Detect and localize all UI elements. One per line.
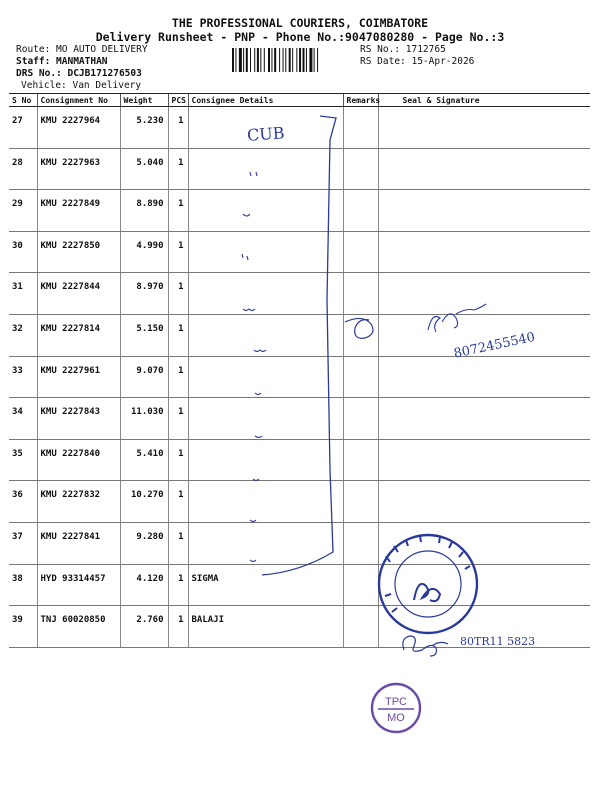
col-weight: Weight xyxy=(120,94,168,107)
rs-date-label: RS Date: 15-Apr-2026 xyxy=(360,56,475,67)
barcode-bar xyxy=(271,48,272,72)
cell-remarks xyxy=(343,564,378,606)
cell-weight: 5.410 xyxy=(120,439,168,481)
barcode-bar xyxy=(243,48,244,72)
cell-remarks xyxy=(343,190,378,232)
cell-consignment: KMU 2227840 xyxy=(37,439,120,481)
cell-pcs: 1 xyxy=(168,439,188,481)
cell-sno: 38 xyxy=(9,564,37,606)
cell-sno: 28 xyxy=(9,148,37,190)
cell-consignee xyxy=(188,231,343,273)
cell-pcs: 1 xyxy=(168,398,188,440)
cell-remarks xyxy=(343,481,378,523)
cell-seal xyxy=(378,148,590,190)
cell-remarks xyxy=(343,148,378,190)
cell-weight: 8.970 xyxy=(120,273,168,315)
cell-sno: 35 xyxy=(9,439,37,481)
cell-seal xyxy=(378,522,590,564)
barcode-bar xyxy=(232,48,234,72)
cell-sno: 32 xyxy=(9,314,37,356)
cell-remarks xyxy=(343,522,378,564)
table-row xyxy=(9,231,590,273)
cell-pcs: 1 xyxy=(168,356,188,398)
cell-consignee: SIGMA xyxy=(188,564,343,606)
cell-pcs: 1 xyxy=(168,107,188,149)
cell-consignee xyxy=(188,439,343,481)
cell-consignment: HYD 93314457 xyxy=(37,564,120,606)
barcode-bar xyxy=(283,48,284,72)
barcode-bar xyxy=(268,48,270,72)
barcode-bar xyxy=(235,48,236,72)
barcode-bar xyxy=(254,48,255,72)
cell-sno: 34 xyxy=(9,398,37,440)
cell-consignee xyxy=(188,356,343,398)
cell-sno: 33 xyxy=(9,356,37,398)
drs-label: DRS No.: DCJB171276503 xyxy=(16,68,142,79)
cell-consignee xyxy=(188,481,343,523)
barcode-bar xyxy=(299,48,301,72)
runsheet-title: Delivery Runsheet - PNP - Phone No.:9047080280 - Page No.:3 xyxy=(95,30,505,44)
cell-consignment: TNJ 60020850 xyxy=(37,606,120,648)
stamp-mo-text: MO xyxy=(387,712,405,724)
stamp-tpc-text: TPC xyxy=(385,696,407,708)
cell-consignee xyxy=(188,398,343,440)
cell-weight: 9.070 xyxy=(120,356,168,398)
cell-weight: 5.040 xyxy=(120,148,168,190)
barcode-bar xyxy=(274,48,276,72)
barcode-bar xyxy=(306,48,307,72)
barcode-bar xyxy=(303,48,305,72)
cell-weight: 4.990 xyxy=(120,231,168,273)
cell-consignee xyxy=(188,273,343,315)
barcode-bar xyxy=(309,48,312,72)
cell-seal xyxy=(378,231,590,273)
cell-remarks xyxy=(343,273,378,315)
cell-consignment: KMU 2227964 xyxy=(37,107,120,149)
barcode-bar xyxy=(317,48,318,72)
cell-pcs: 1 xyxy=(168,606,188,648)
cell-weight: 10.270 xyxy=(120,481,168,523)
cell-weight: 4.120 xyxy=(120,564,168,606)
cell-remarks xyxy=(343,356,378,398)
table-row xyxy=(9,522,590,564)
cell-consignee xyxy=(188,190,343,232)
cell-remarks xyxy=(343,606,378,648)
barcode-bar xyxy=(260,48,261,72)
cell-sno: 36 xyxy=(9,481,37,523)
cell-weight: 5.230 xyxy=(120,107,168,149)
vehicle-label: Vehicle: Van Delivery xyxy=(21,80,142,91)
rs-no-label: RS No.: 1712765 xyxy=(360,44,446,55)
cell-seal xyxy=(378,107,590,149)
cell-pcs: 1 xyxy=(168,148,188,190)
staff-label: Staff: MANMATHAN xyxy=(16,56,108,67)
table-row xyxy=(9,398,590,440)
cell-consignment: KMU 2227963 xyxy=(37,148,120,190)
cell-sno: 39 xyxy=(9,606,37,648)
table-row xyxy=(9,273,590,315)
cell-pcs: 1 xyxy=(168,231,188,273)
cell-consignment: KMU 2227844 xyxy=(37,273,120,315)
cell-sno: 31 xyxy=(9,273,37,315)
handwritten-phone-2: 80TR11 5823 xyxy=(460,635,536,648)
barcode-bar xyxy=(296,48,297,72)
cell-consignment: KMU 2227843 xyxy=(37,398,120,440)
route-label: Route: MO AUTO DELIVERY xyxy=(16,44,148,55)
barcode-bar xyxy=(250,48,251,72)
table-row xyxy=(9,564,590,606)
company-title: THE PROFESSIONAL COURIERS, COIMBATORE xyxy=(171,16,429,30)
barcode-bar xyxy=(264,48,265,72)
cell-sno: 27 xyxy=(9,107,37,149)
barcode-bar xyxy=(314,48,315,72)
col-seal: Seal & Signature xyxy=(378,94,590,107)
table-header xyxy=(9,94,590,107)
cell-weight: 5.150 xyxy=(120,314,168,356)
cell-sno: 30 xyxy=(9,231,37,273)
handwritten-phone-1: 8072455540 xyxy=(452,329,537,362)
tpc-mo-stamp xyxy=(372,684,420,732)
cell-consignee xyxy=(188,522,343,564)
cell-consignee: BALAJI xyxy=(188,606,343,648)
cell-seal xyxy=(378,398,590,440)
cell-sno: 37 xyxy=(9,522,37,564)
cell-seal xyxy=(378,439,590,481)
cell-consignment: KMU 2227849 xyxy=(37,190,120,232)
cell-pcs: 1 xyxy=(168,564,188,606)
table-row xyxy=(9,190,590,232)
cell-consignee xyxy=(188,107,343,149)
cell-pcs: 1 xyxy=(168,522,188,564)
barcode xyxy=(231,48,357,72)
cell-sno: 29 xyxy=(9,190,37,232)
table-row xyxy=(9,481,590,523)
cell-pcs: 1 xyxy=(168,190,188,232)
table-row xyxy=(9,439,590,481)
col-consignment: Consignment No xyxy=(37,94,120,107)
col-remarks: Remarks xyxy=(343,94,378,107)
cell-consignment: KMU 2227961 xyxy=(37,356,120,398)
table-row xyxy=(9,356,590,398)
cell-consignment: KMU 2227814 xyxy=(37,314,120,356)
table-row xyxy=(9,107,590,149)
handwritten-cub: CUB xyxy=(246,123,286,145)
cell-weight: 2.760 xyxy=(120,606,168,648)
cell-weight: 11.030 xyxy=(120,398,168,440)
cell-weight: 9.280 xyxy=(120,522,168,564)
table-row xyxy=(9,314,590,356)
barcode-bar xyxy=(246,48,248,72)
cell-seal xyxy=(378,564,590,606)
col-pcs: PCS xyxy=(168,94,188,107)
cell-remarks xyxy=(343,314,378,356)
cell-pcs: 1 xyxy=(168,481,188,523)
table-row xyxy=(9,148,590,190)
cell-remarks xyxy=(343,398,378,440)
col-consignee: Consignee Details xyxy=(188,94,343,107)
cell-seal xyxy=(378,314,590,356)
cell-seal xyxy=(378,606,590,648)
cell-remarks xyxy=(343,231,378,273)
col-sno: S No xyxy=(9,94,37,107)
cell-consignment: KMU 2227850 xyxy=(37,231,120,273)
cell-pcs: 1 xyxy=(168,314,188,356)
barcode-bar xyxy=(239,48,242,72)
cell-consignment: KMU 2227841 xyxy=(37,522,120,564)
cell-remarks xyxy=(343,439,378,481)
barcode-bar xyxy=(289,48,291,72)
cell-weight: 8.890 xyxy=(120,190,168,232)
cell-remarks xyxy=(343,107,378,149)
cell-seal xyxy=(378,356,590,398)
cell-consignee xyxy=(188,314,343,356)
cell-consignment: KMU 2227832 xyxy=(37,481,120,523)
runsheet-table xyxy=(9,93,590,648)
barcode-bar xyxy=(279,48,280,72)
cell-consignee xyxy=(188,148,343,190)
cell-seal xyxy=(378,190,590,232)
barcode-bar xyxy=(285,48,286,72)
table-row xyxy=(9,606,590,648)
cell-seal xyxy=(378,273,590,315)
cell-seal xyxy=(378,481,590,523)
barcode-bar xyxy=(257,48,259,72)
cell-pcs: 1 xyxy=(168,273,188,315)
barcode-bar xyxy=(292,48,293,72)
